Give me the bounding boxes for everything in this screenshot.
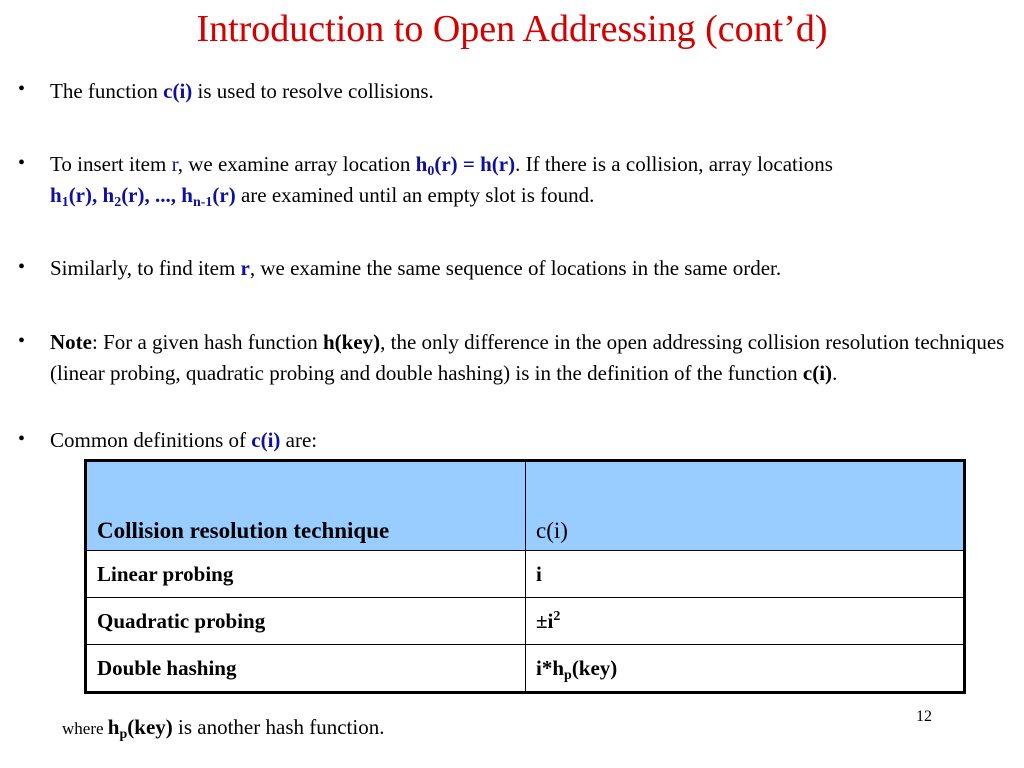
note-label: Note xyxy=(50,330,92,354)
bullet-marker: • xyxy=(18,152,26,174)
subscript: p xyxy=(564,667,572,683)
table-row xyxy=(86,551,965,598)
item-r: r xyxy=(171,152,178,176)
bullet-text: : For a given hash function xyxy=(91,330,323,354)
item-r: r xyxy=(240,256,250,280)
collision-techniques-table xyxy=(84,459,966,694)
bullet-marker: • xyxy=(18,428,26,450)
bullet-text: is used to resolve collisions. xyxy=(192,79,434,103)
technique-cell: Linear probing xyxy=(86,551,526,598)
bullet-text: , we examine array location xyxy=(177,152,416,176)
bullet-text: The function xyxy=(50,79,164,103)
bullet-marker: • xyxy=(18,78,26,100)
superscript: 2 xyxy=(553,608,561,624)
ci-cell: i xyxy=(526,551,965,598)
bullet-text: To insert item xyxy=(50,152,172,176)
table-header-row xyxy=(86,461,965,551)
subscript: n-1 xyxy=(192,195,213,210)
bullet-text: . If there is a collision, array locations xyxy=(515,152,833,176)
function-ci: c(i) xyxy=(163,79,193,103)
h-sequence: (r), ..., h xyxy=(121,183,193,207)
footnote-where: where xyxy=(62,719,108,738)
bullet-text: , we examine the same sequence of locations in the same order. xyxy=(249,256,782,280)
h-symbol: h xyxy=(415,152,428,176)
subscript: 0 xyxy=(427,164,435,179)
header-technique: Collision resolution technique xyxy=(86,461,526,551)
technique-cell: Quadratic probing xyxy=(86,598,526,645)
table-row xyxy=(86,645,965,693)
bullet-text: . xyxy=(832,361,838,385)
ci-value: i*h xyxy=(536,655,565,680)
h-sequence: (r) xyxy=(212,183,236,207)
ci-cell xyxy=(526,598,965,645)
ci-value: ±i xyxy=(536,608,554,633)
ci-cell xyxy=(526,645,965,693)
bullet-2 xyxy=(50,149,1015,211)
function-ci: c(i) xyxy=(251,428,281,452)
bullet-marker: • xyxy=(18,330,26,352)
page-number: 12 xyxy=(916,708,932,725)
h-symbol: h xyxy=(107,715,120,739)
function-ci: c(i) xyxy=(802,361,833,385)
header-ci: c(i) xyxy=(526,461,965,551)
subscript: 1 xyxy=(61,195,69,210)
footnote-key: (key) xyxy=(127,715,173,739)
bullet-marker: • xyxy=(18,256,26,278)
footnote-text: is another hash function. xyxy=(172,715,385,739)
bullet-3 xyxy=(50,253,1015,284)
h-sequence: (r), h xyxy=(68,183,115,207)
bullet-1 xyxy=(50,76,1015,107)
footnote xyxy=(62,712,384,744)
table-row xyxy=(86,598,965,645)
ci-value: (key) xyxy=(571,655,618,680)
bullet-text: , the only difference in the open addressing collision resolution techniques (linear probing, quadratic probing and double hashing) is in the definition of the function xyxy=(50,330,1005,385)
bullet-text: are: xyxy=(280,428,318,452)
bullet-text: Common definitions of xyxy=(50,428,252,452)
bullet-text: are examined until an empty slot is found. xyxy=(235,183,595,207)
h-symbol: h xyxy=(50,183,62,207)
technique-cell: Double hashing xyxy=(86,645,526,693)
bullet-5 xyxy=(50,425,1015,456)
subscript: 2 xyxy=(114,195,122,210)
bullet-text: Similarly, to find item xyxy=(50,256,241,280)
slide-title: Introduction to Open Addressing (cont’d) xyxy=(196,8,828,50)
subscript: p xyxy=(119,727,128,742)
h0-expression: (r) = h(r) xyxy=(434,152,516,176)
bullet-4 xyxy=(50,327,1015,389)
hash-function-hkey: h(key) xyxy=(322,330,381,354)
